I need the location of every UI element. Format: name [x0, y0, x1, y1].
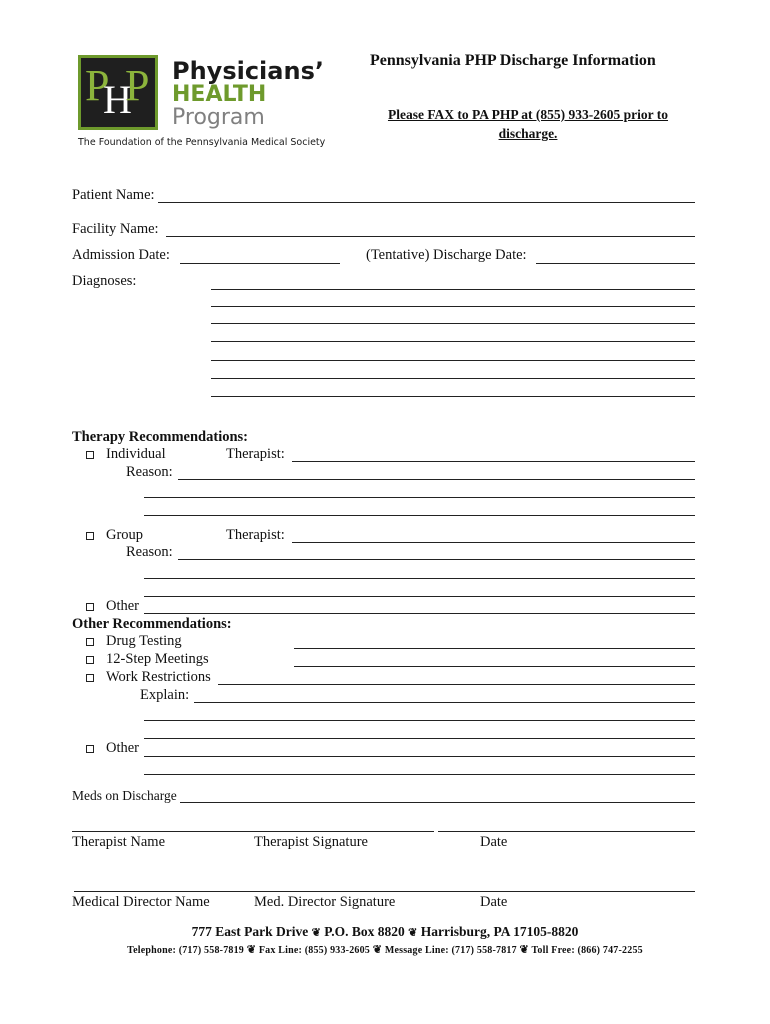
other-recs-other-label: Other — [106, 740, 140, 756]
group-reason-line-2[interactable] — [144, 578, 695, 579]
leaf-icon: ❦ — [372, 944, 383, 956]
individual-therapist-field[interactable] — [292, 461, 695, 462]
logo-text-program: Program — [172, 105, 265, 130]
discharge-date-label: (Tentative) Discharge Date: — [366, 247, 527, 263]
other-recs-other-line-2[interactable] — [144, 774, 695, 775]
therapist-date-label: Date — [480, 834, 508, 850]
diagnoses-line-1[interactable] — [211, 289, 695, 290]
group-reason-line-1[interactable] — [178, 559, 695, 560]
footer-fax: Fax Line: (855) 933-2605 — [258, 945, 371, 956]
leaf-icon: ❦ — [246, 944, 257, 956]
other-recs-other-line-1[interactable] — [144, 756, 695, 757]
logo-letter-p2: P — [125, 61, 150, 110]
fax-notice: Please FAX to PA PHP at (855) 933-2605 prior to discharge. — [387, 107, 669, 141]
group-therapist-field[interactable] — [292, 542, 695, 543]
logo-letter-h: H — [103, 77, 132, 122]
work-restrictions-label: Work Restrictions — [106, 669, 211, 685]
drug-testing-checkbox[interactable] — [86, 638, 94, 646]
individual-label: Individual — [106, 446, 166, 462]
group-label: Group — [106, 527, 144, 543]
work-restrictions-checkbox[interactable] — [86, 674, 94, 682]
footer-address — [0, 924, 770, 940]
individual-checkbox[interactable] — [86, 451, 94, 459]
form-title: Pennsylvania PHP Discharge Information — [370, 52, 656, 69]
other-recs-other-checkbox[interactable] — [86, 745, 94, 753]
diagnoses-line-6[interactable] — [211, 378, 695, 379]
diagnoses-line-5[interactable] — [211, 360, 695, 361]
logo-text-physicians: Physicians’ — [172, 57, 324, 85]
director-signature-label: Med. Director Signature — [254, 894, 396, 910]
diagnoses-line-4[interactable] — [211, 341, 695, 342]
explain-line-2[interactable] — [144, 720, 695, 721]
diagnoses-line-2[interactable] — [211, 306, 695, 307]
footer-city: Harrisburg, PA 17105-8820 — [420, 924, 579, 939]
therapy-other-checkbox[interactable] — [86, 603, 94, 611]
group-checkbox[interactable] — [86, 532, 94, 540]
drug-testing-label: Drug Testing — [106, 633, 182, 649]
footer-message: Message Line: (717) 558-7817 — [384, 945, 517, 956]
individual-reason-line-3[interactable] — [144, 515, 695, 516]
facility-name-field[interactable] — [166, 236, 695, 237]
twelve-step-label: 12-Step Meetings — [106, 651, 209, 667]
leaf-icon: ❦ — [519, 944, 529, 956]
patient-name-label: Patient Name: — [72, 187, 155, 203]
footer-street: 777 East Park Drive — [191, 924, 309, 939]
twelve-step-checkbox[interactable] — [86, 656, 94, 664]
meds-on-discharge-field[interactable] — [180, 802, 695, 803]
individual-reason-label: Reason: — [126, 464, 173, 480]
therapy-heading: Therapy Recommendations: — [72, 429, 249, 445]
explain-line-1[interactable] — [194, 702, 695, 703]
other-recommendations-heading: Other Recommendations: — [72, 616, 232, 632]
therapist-signature-label: Therapist Signature — [254, 834, 368, 850]
therapy-other-label: Other — [106, 598, 140, 614]
leaf-icon: ❦ — [311, 927, 321, 939]
footer-telephone: Telephone: (717) 558-7819 — [127, 945, 244, 956]
medical-director-name-label: Medical Director Name — [72, 894, 210, 910]
group-reason-label: Reason: — [126, 544, 173, 560]
logo-tagline: The Foundation of the Pennsylvania Medical Society — [78, 137, 326, 148]
therapist-signature-line[interactable] — [72, 831, 434, 832]
group-therapist-label: Therapist: — [226, 527, 285, 543]
leaf-icon: ❦ — [408, 927, 418, 939]
therapist-name-label: Therapist Name — [72, 834, 166, 850]
work-restrictions-field[interactable] — [218, 684, 695, 685]
explain-line-3[interactable] — [144, 738, 695, 739]
individual-reason-line-1[interactable] — [178, 479, 695, 480]
individual-reason-line-2[interactable] — [144, 497, 695, 498]
footer-pobox: P.O. Box 8820 — [324, 924, 405, 939]
patient-name-field[interactable] — [158, 202, 695, 203]
individual-therapist-label: Therapist: — [226, 446, 285, 462]
diagnoses-line-7[interactable] — [211, 396, 695, 397]
director-signature-line[interactable] — [74, 891, 695, 892]
drug-testing-field[interactable] — [294, 648, 695, 649]
admission-date-label: Admission Date: — [72, 247, 170, 263]
footer-contacts — [0, 943, 770, 956]
facility-name-label: Facility Name: — [72, 221, 159, 237]
group-reason-line-3[interactable] — [144, 596, 695, 597]
diagnoses-line-3[interactable] — [211, 323, 695, 324]
logo-text-health: HEALTH — [172, 82, 267, 107]
meds-on-discharge-label: Meds on Discharge — [72, 788, 177, 803]
twelve-step-field[interactable] — [294, 666, 695, 667]
footer-toll-free: Toll Free: (866) 747-2255 — [531, 945, 643, 956]
explain-label: Explain: — [140, 687, 190, 703]
therapist-date-line[interactable] — [438, 831, 695, 832]
diagnoses-label: Diagnoses: — [72, 273, 137, 289]
logo-letter-p1: P — [85, 61, 110, 110]
director-date-label: Date — [480, 894, 508, 910]
admission-date-field[interactable] — [180, 263, 340, 264]
discharge-date-field[interactable] — [536, 263, 695, 264]
php-logo-mark — [78, 55, 158, 130]
therapy-other-field[interactable] — [144, 613, 695, 614]
